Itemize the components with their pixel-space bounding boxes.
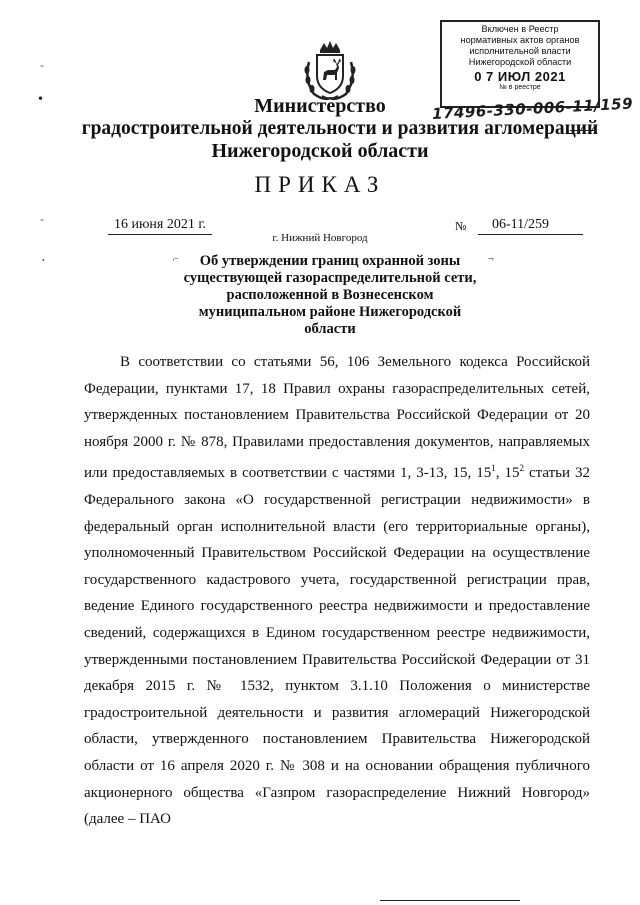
stamp-date: 0 7 ИЮЛ 2021	[474, 69, 566, 84]
coat-of-arms-icon	[300, 40, 360, 102]
stamp-line: исполнительной власти	[469, 46, 571, 56]
body-text: статьи 32 Федерального закона «О государственной регистрации недвижимости» в федеральный орган исполнительной власти (его территориальные органы), уполномоченный Правительством Российской Федерации на осуществление государственного кадастрового учета, государственной регистрации прав, ведение Единого государственного реестра недвижимости и предоставление сведений, содержащихся в Едином государственном реестре недвижимости, утвержденными постановлением Правительства Российской Федерации от 31 декабря 2015 г. № 1532, пунктом 3.1.10 Положения о министерстве градостроительной деятельности и развития агломераций Нижегородской области, утвержденного постановлением Правительства Нижегородской области от 16 апреля 2020 г. № 308 и на основании обращения публичного акционерного общества «Газпром газораспределение Нижний Новгород» (далее – ПАО	[84, 465, 591, 828]
scan-mark: •	[42, 256, 45, 265]
document-type: ПРИКАЗ	[254, 172, 386, 197]
scan-mark: -	[40, 58, 44, 72]
ministry-name-line1: Министерство	[254, 95, 386, 117]
body-text: В соответствии со статьями 56, 106 Земельного кодекса Российской Федерации, пунктами 17, 18 Правил охраны газораспределительных сетей, утвержденных постановлением Правительства Российской Федерации от 20 ноября 2000 г. № 878, Правилами предоставления документов, направляемых или предоставляемых в соответствии с частями 1, 3-13, 15, 15	[84, 354, 590, 482]
number-label: №	[455, 219, 467, 233]
stamp-line: Нижегородской области	[468, 57, 572, 67]
ministry-name-line2: градостроительной деятельности и развития агломераций	[81, 118, 599, 139]
document-subject: Об утверждении границ охранной зоны существующей газораспределительной сети, расположенной в Вознесенском муниципальном районе Нижегородской области	[183, 253, 477, 337]
ministry-name-line3: Нижегородской области	[211, 140, 429, 162]
stamp-line: нормативных актов органов	[460, 35, 580, 45]
body-paragraph	[84, 349, 590, 833]
stamp-reg-label: № в реестре	[499, 84, 541, 91]
document-body	[84, 349, 590, 833]
document-number: 06-11/259	[478, 217, 583, 235]
stamp-line: Включен в Реестр	[481, 24, 559, 34]
scan-mark: -	[40, 212, 44, 226]
corner-mark-right: ¬	[488, 254, 494, 265]
city: г. Нижний Новгород	[272, 232, 368, 244]
superscript: 2	[519, 463, 524, 474]
scan-mark: •	[38, 92, 43, 107]
body-text: , 15	[495, 465, 520, 482]
registry-number-handwritten: 17496-330-006-11/159	[431, 94, 634, 123]
superscript: 1	[491, 463, 496, 474]
divider	[570, 130, 594, 131]
divider	[380, 900, 520, 901]
corner-mark-left: ⌐	[173, 254, 179, 265]
document-date: 16 июня 2021 г.	[108, 217, 212, 235]
